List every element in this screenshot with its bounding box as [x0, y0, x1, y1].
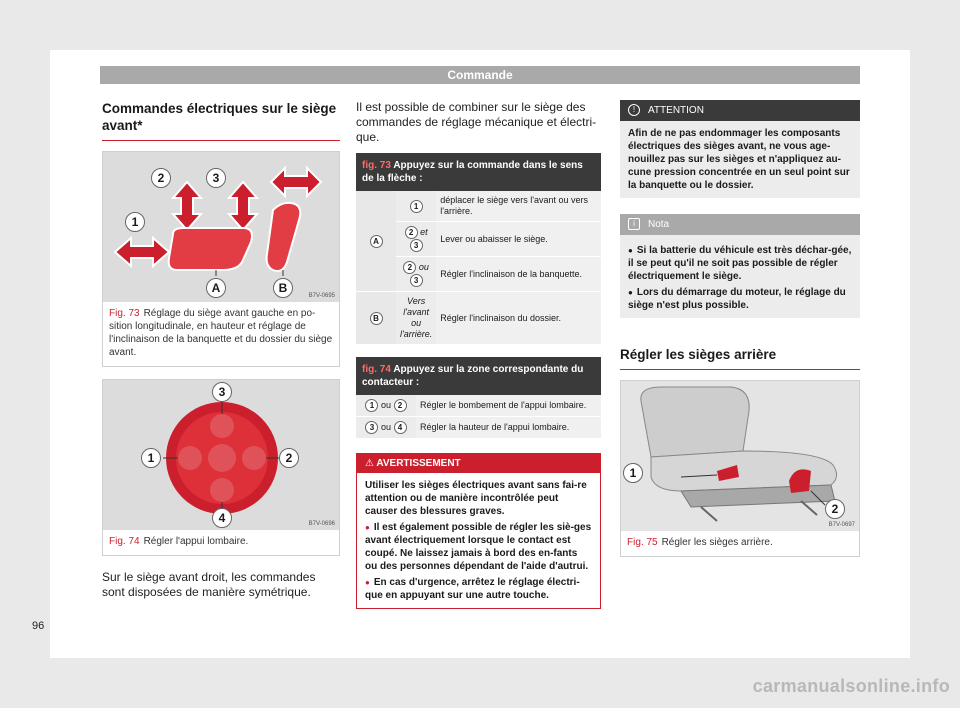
callout-3: 3 — [212, 382, 232, 402]
num-badge: 2 — [394, 399, 407, 412]
info-icon: i — [628, 218, 640, 230]
figure-74-image — [103, 380, 339, 530]
rear-seat-illustration — [621, 381, 859, 531]
intro-text: Il est possible de combiner sur le siège des commandes de réglage mécanique et électri-que. — [356, 100, 597, 144]
figure-75-caption — [621, 531, 859, 556]
caption-text: Régler les sièges arrière. — [661, 537, 773, 548]
warning-header — [357, 454, 600, 473]
attention-box — [620, 100, 860, 198]
num-badge: 4 — [394, 421, 407, 434]
row-sub: Vers l'avant ou l'arrière. — [396, 292, 436, 345]
table-row — [356, 395, 601, 417]
attention-header — [620, 100, 860, 121]
row-desc: Régler le bombement de l'appui lombaire. — [416, 395, 601, 417]
callout-3: 3 — [206, 168, 226, 188]
row-sub — [396, 257, 436, 292]
figure-label: Fig. 73 — [109, 308, 140, 319]
row-sub — [356, 417, 416, 439]
row-desc: déplacer le siège vers l'avant ou vers l'arrière. — [436, 191, 601, 222]
row-sub — [396, 222, 436, 257]
caption-text: Régler l'appui lombaire. — [143, 536, 249, 547]
conjunction: ou — [380, 399, 391, 410]
figure-75-image — [621, 381, 859, 531]
nota-header — [620, 214, 860, 235]
callout-1: 1 — [141, 448, 161, 468]
figure-75 — [620, 380, 860, 557]
callout-2: 2 — [825, 499, 845, 519]
row-desc: Régler la hauteur de l'appui lombaire. — [416, 417, 601, 439]
row-sub — [396, 191, 436, 222]
callout-2: 2 — [151, 168, 171, 188]
warning-body — [357, 473, 600, 608]
nota-box — [620, 214, 860, 318]
figure-label: Fig. 74 — [109, 536, 140, 547]
table-row — [356, 417, 601, 439]
table-row — [356, 292, 601, 345]
key-badge-a: A — [370, 235, 383, 248]
row-desc: Régler l'inclinaison du dossier. — [436, 292, 601, 345]
section-heading-front-seats: Commandes électriques sur le siège avant* — [102, 100, 340, 141]
table-fig-label: fig. 73 — [362, 160, 391, 171]
num-badge: 2 — [405, 226, 418, 239]
table-74-body — [356, 395, 601, 439]
table-73-header — [356, 153, 601, 191]
conjunction: et — [420, 226, 428, 237]
nota-body — [620, 235, 860, 318]
table-74-header — [356, 357, 601, 395]
warning-triangle-icon: ⚠ — [365, 458, 374, 469]
watermark: carmanualsonline.info — [752, 676, 950, 696]
table-title: Appuyez sur la zone correspondante du contacteur : — [362, 364, 584, 388]
num-badge: 3 — [365, 421, 378, 434]
middle-column — [356, 100, 601, 609]
table-fig-label: fig. 74 — [362, 364, 391, 375]
table-73-body — [356, 191, 601, 345]
figure-code: B7V-0697 — [828, 522, 855, 528]
page-number: 96 — [32, 620, 45, 632]
row-desc: Régler l'inclinaison de la banquette. — [436, 257, 601, 292]
right-column — [620, 100, 860, 557]
warning-lead: Utiliser les sièges électriques avant sans fai-re attention ou de manière incontrôlée peut causer des blessures graves. — [365, 480, 587, 517]
left-column — [102, 100, 340, 600]
key-badge-b: B — [370, 312, 383, 325]
row-desc: Lever ou abaisser le siège. — [436, 222, 601, 257]
figure-74 — [102, 379, 340, 556]
num-badge: 2 — [403, 261, 416, 274]
nota-bullet: ● Si la batterie du véhicule est très déchar-gée, il se peut qu'il ne soit pas possible de régler électriquement le siège. — [628, 244, 852, 283]
callout-2: 2 — [279, 448, 299, 468]
conjunction: ou — [418, 261, 429, 272]
warning-bullet: ● Il est également possible de régler les siè-ges avant électriquement lorsque le contact est coupé. Ne laissez jamais à bord des en-fants ou des personnes dépendant de l'aide d'autrui. — [365, 521, 592, 573]
section-heading-rear-seats: Régler les sièges arrière — [620, 346, 860, 370]
callout-b: B — [273, 278, 293, 298]
exclamation-icon: ! — [628, 104, 640, 116]
figure-label: Fig. 75 — [627, 537, 658, 548]
figure-code: B7V-0696 — [308, 521, 335, 527]
nota-title: Nota — [648, 219, 670, 230]
callout-1: 1 — [623, 463, 643, 483]
num-badge: 1 — [365, 399, 378, 412]
caption-text: Réglage du siège avant gauche en po-sition longitudinale, en hauteur et réglage de l'inclinaison de la banquette et du dossier du siège avant. — [109, 308, 333, 358]
num-badge: 3 — [410, 274, 423, 287]
table-73 — [356, 153, 601, 345]
table-74 — [356, 357, 601, 439]
table-title: Appuyez sur la commande dans le sens de la flèche : — [362, 160, 583, 184]
table-row — [356, 191, 601, 222]
warning-box — [356, 453, 601, 609]
callout-4: 4 — [212, 508, 232, 528]
chapter-header: Commande — [100, 66, 860, 84]
row-key — [356, 292, 396, 345]
row-key — [356, 191, 396, 292]
figure-73-caption — [103, 302, 339, 366]
warning-title: AVERTISSEMENT — [376, 458, 461, 469]
figure-73-image — [103, 152, 339, 302]
figure-code: B7V-0695 — [308, 293, 335, 299]
figure-74-caption — [103, 530, 339, 555]
row-sub — [356, 395, 416, 417]
num-badge: 1 — [410, 200, 423, 213]
num-badge: 3 — [410, 239, 423, 252]
conjunction: ou — [380, 421, 391, 432]
figure-73 — [102, 151, 340, 367]
callout-a: A — [206, 278, 226, 298]
nota-bullet: ● Lors du démarrage du moteur, le réglage du siège n'est plus possible. — [628, 286, 852, 312]
attention-title: ATTENTION — [648, 105, 704, 116]
symmetry-text: Sur le siège avant droit, les commandes sont disposées de manière symétrique. — [102, 570, 316, 599]
attention-text: Afin de ne pas endommager les composants électriques des sièges avant, ne vous age-nouillez pas sur les sièges et n'appliquez au-cune pression concentrée en un seul point sur la banquette ou le dossier. — [620, 121, 860, 198]
callout-1: 1 — [125, 212, 145, 232]
page — [50, 50, 910, 658]
warning-bullet: ● En cas d'urgence, arrêtez le réglage électri-que en appuyant sur une autre touche. — [365, 576, 592, 602]
